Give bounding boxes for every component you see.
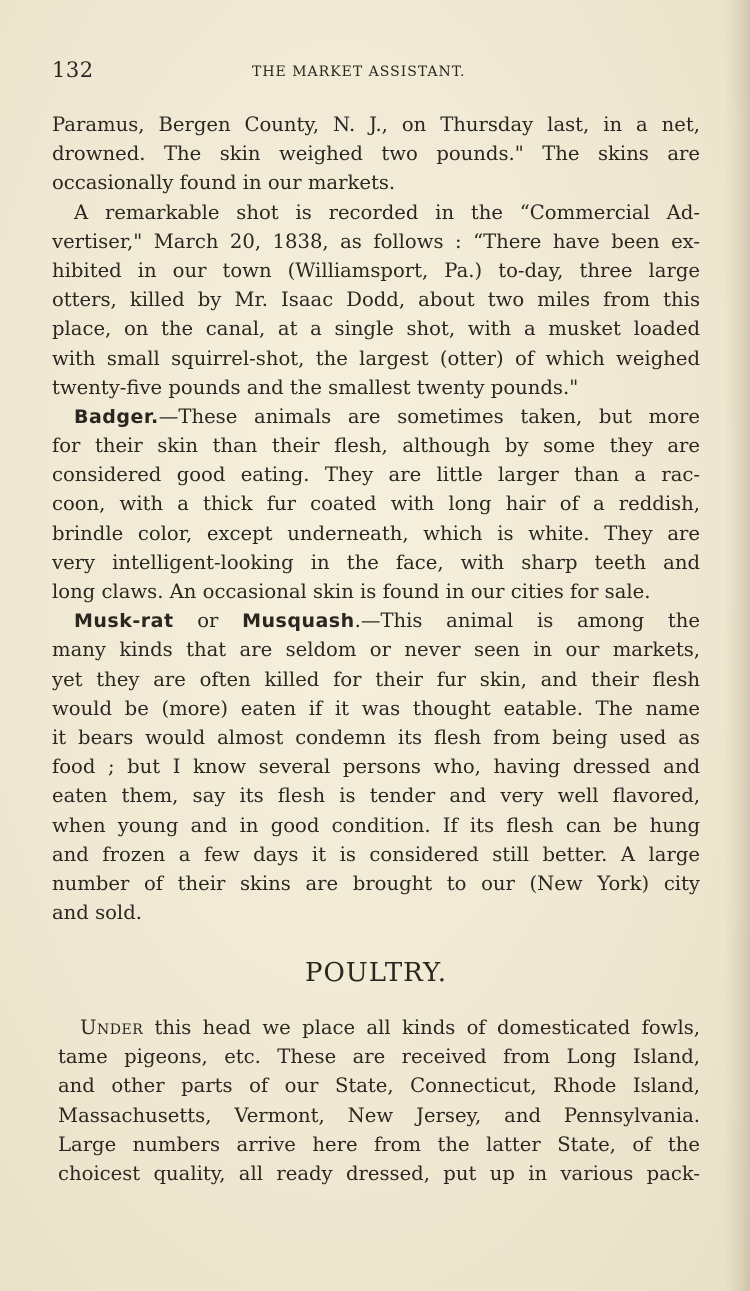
- text-line: food ; but I know several persons who, having dressed and: [52, 755, 700, 779]
- text-line: long claws. An occasional skin is found in our cities for sale.: [52, 580, 651, 603]
- text-line: Massachusetts, Vermont, New Jersey, and Pennsylvania.: [58, 1103, 700, 1127]
- text-line: for their skin than their flesh, although by some they are: [52, 434, 700, 458]
- muskrat-heading: Musk-rat: [74, 610, 174, 633]
- text-line: hibited in our town (Williamsport, Pa.) to-day, three large: [52, 258, 700, 282]
- text-line: Large numbers arrive here from the latter State, of the: [58, 1132, 700, 1156]
- badger-first-line: [52, 402, 700, 431]
- text-line: many kinds that are seldom or never seen in our markets,: [52, 638, 700, 662]
- lead-word: Under: [80, 1016, 144, 1039]
- text-run: .—This animal is among the: [354, 609, 700, 633]
- musquash-heading: Musquash: [242, 610, 355, 633]
- text-line: with small squirrel-shot, the largest (otter) of which weighed: [52, 346, 700, 370]
- running-head: THE MARKET ASSISTANT.: [252, 64, 466, 80]
- poultry-first-line: [58, 1013, 700, 1042]
- text-line: occasionally found in our markets.: [52, 171, 396, 195]
- text-run: this head we place all kinds of domesticated fowls,: [143, 1016, 700, 1039]
- text-line: when young and in good condition. If its flesh can be hung: [52, 813, 700, 837]
- text-line: it bears would almost condemn its flesh from being used as: [52, 725, 700, 749]
- page-header: [52, 58, 698, 88]
- text-line: coon, with a thick fur coated with long hair of a reddish,: [52, 492, 700, 516]
- text-line: eaten them, say its flesh is tender and very well flavored,: [52, 784, 700, 808]
- text-line: choicest quality, all ready dressed, put up in various pack-: [58, 1161, 700, 1185]
- text-line: considered good eating. They are little larger than a rac-: [52, 463, 700, 487]
- text-line: twenty-five pounds and the smallest twenty pounds.": [52, 375, 579, 399]
- text-line: and sold.: [52, 901, 142, 925]
- text-run: or: [173, 609, 243, 633]
- body-text: [52, 110, 700, 927]
- text-line: otters, killed by Mr. Isaac Dodd, about two miles from this: [52, 288, 700, 312]
- text-line: brindle color, except underneath, which is white. They are: [52, 521, 700, 545]
- poultry-text: [58, 1013, 700, 1188]
- text-line: number of their skins are brought to our (New York) city: [52, 871, 700, 895]
- page-edge-shadow: [724, 0, 750, 1291]
- text-line: vertiser," March 20, 1838, as follows : “There have been ex-: [52, 229, 700, 253]
- text-line: and other parts of our State, Connecticut, Rhode Island,: [58, 1074, 700, 1098]
- text-line: A remarkable shot is recorded in the “Commercial Ad-: [74, 200, 700, 224]
- text-line: very intelligent-looking in the face, with sharp teeth and: [52, 550, 700, 574]
- text-line: tame pigeons, etc. These are received from Long Island,: [58, 1045, 700, 1069]
- badger-heading: Badger.: [74, 405, 159, 428]
- section-title: POULTRY.: [304, 958, 448, 988]
- text-run: —These animals are sometimes taken, but more: [158, 404, 700, 428]
- page-number: 132: [52, 58, 94, 82]
- text-line: would be (more) eaten if it was thought eatable. The name: [52, 696, 700, 720]
- muskrat-first-line: [52, 606, 700, 635]
- text-line: and frozen a few days it is considered still better. A large: [52, 842, 700, 866]
- text-line: drowned. The skin weighed two pounds." The skins are: [52, 142, 700, 166]
- text-line: Paramus, Bergen County, N. J., on Thursday last, in a net,: [52, 113, 700, 136]
- text-line: yet they are often killed for their fur skin, and their flesh: [52, 667, 700, 691]
- text-line: place, on the canal, at a single shot, with a musket loaded: [52, 317, 700, 341]
